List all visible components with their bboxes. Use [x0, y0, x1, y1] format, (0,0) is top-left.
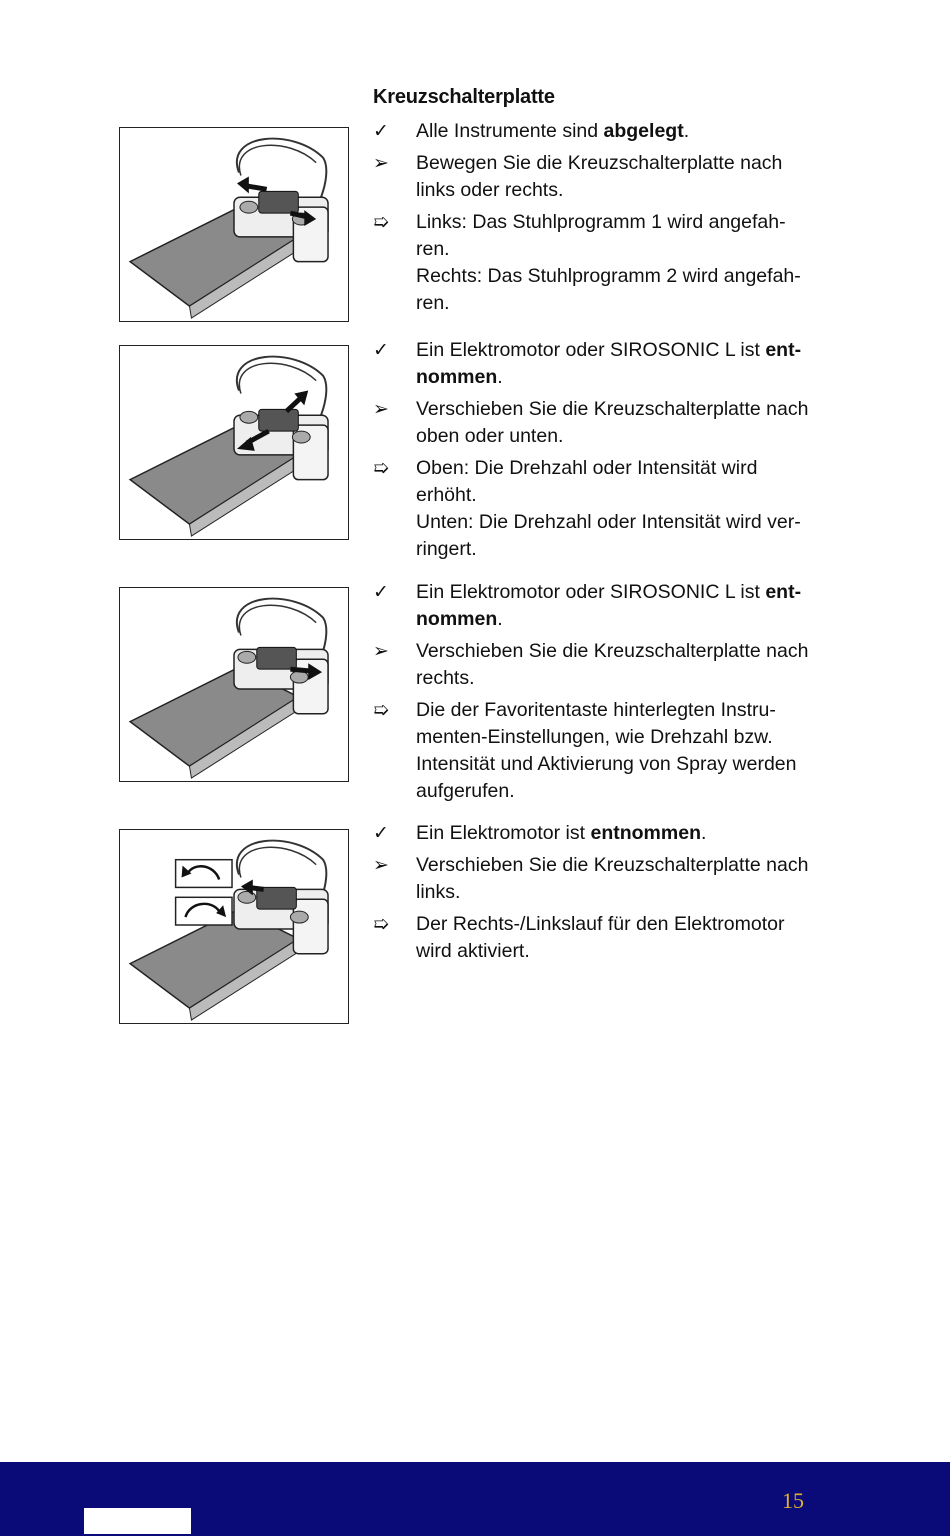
step-result [373, 697, 813, 805]
arrowhead-icon: ➢ [373, 153, 389, 174]
step-text: Ein Elektromotor ist entnommen. [416, 822, 707, 844]
step-text: Bewegen Sie die Kreuzschalterplatte nach links oder rechts. [416, 152, 783, 201]
footer-white-block [84, 1508, 191, 1534]
step-action [373, 396, 813, 450]
step-text: Oben: Die Drehzahl oder Intensität wird erhöht. Unten: Die Drehzahl oder Intensität wird ver- ringert. [416, 457, 801, 560]
step-check [373, 820, 813, 847]
step-result [373, 911, 813, 965]
page-number: 15 [782, 1488, 804, 1513]
result-arrow-icon: ➯ [373, 700, 389, 721]
section-3 [373, 579, 813, 810]
step-text: Die der Favoritentaste hinterlegten Instru- menten-Einstellungen, wie Drehzahl bzw. Intensität und Aktivierung von Spray werden aufgerufen. [416, 699, 797, 802]
checkmark-icon: ✓ [373, 582, 389, 603]
step-check [373, 579, 813, 633]
section-4 [373, 820, 813, 970]
result-arrow-icon: ➯ [373, 914, 389, 935]
arrowhead-icon: ➢ [373, 855, 389, 876]
step-text: Verschieben Sie die Kreuzschalterplatte nach rechts. [416, 640, 809, 689]
step-text: Ein Elektromotor oder SIROSONIC L ist ent- nommen. [416, 339, 802, 388]
foot-control-left-right-icon [120, 128, 348, 321]
section-2 [373, 337, 813, 568]
figure-foot-control-rotation [119, 829, 349, 1024]
step-text: Verschieben Sie die Kreuzschalterplatte nach links. [416, 854, 809, 903]
step-text: Alle Instrumente sind abgelegt. [416, 120, 690, 142]
checkmark-icon: ✓ [373, 823, 389, 844]
foot-control-right-icon [120, 588, 348, 781]
step-result [373, 455, 813, 563]
step-action [373, 638, 813, 692]
step-text: Links: Das Stuhlprogramm 1 wird angefah- ren. Rechts: Das Stuhlprogramm 2 wird angefah- ren. [416, 211, 801, 314]
figure-foot-control-left-right [119, 127, 349, 322]
step-text: Der Rechts-/Linkslauf für den Elektromotor wird aktiviert. [416, 913, 785, 962]
checkmark-icon: ✓ [373, 121, 389, 142]
result-arrow-icon: ➯ [373, 458, 389, 479]
arrowhead-icon: ➢ [373, 399, 389, 420]
step-text: Verschieben Sie die Kreuzschalterplatte nach oben oder unten. [416, 398, 809, 447]
step-check [373, 337, 813, 391]
section-heading: Kreuzschalterplatte [373, 86, 555, 108]
step-action [373, 150, 813, 204]
result-arrow-icon: ➯ [373, 212, 389, 233]
figure-foot-control-up-down [119, 345, 349, 540]
step-text: Ein Elektromotor oder SIROSONIC L ist ent- nommen. [416, 581, 802, 630]
step-action [373, 852, 813, 906]
figure-foot-control-right [119, 587, 349, 782]
step-check [373, 118, 813, 145]
foot-control-rotation-icon [120, 830, 348, 1023]
checkmark-icon: ✓ [373, 340, 389, 361]
arrowhead-icon: ➢ [373, 641, 389, 662]
step-result [373, 209, 813, 317]
foot-control-up-down-icon [120, 346, 348, 539]
section-1 [373, 118, 813, 322]
